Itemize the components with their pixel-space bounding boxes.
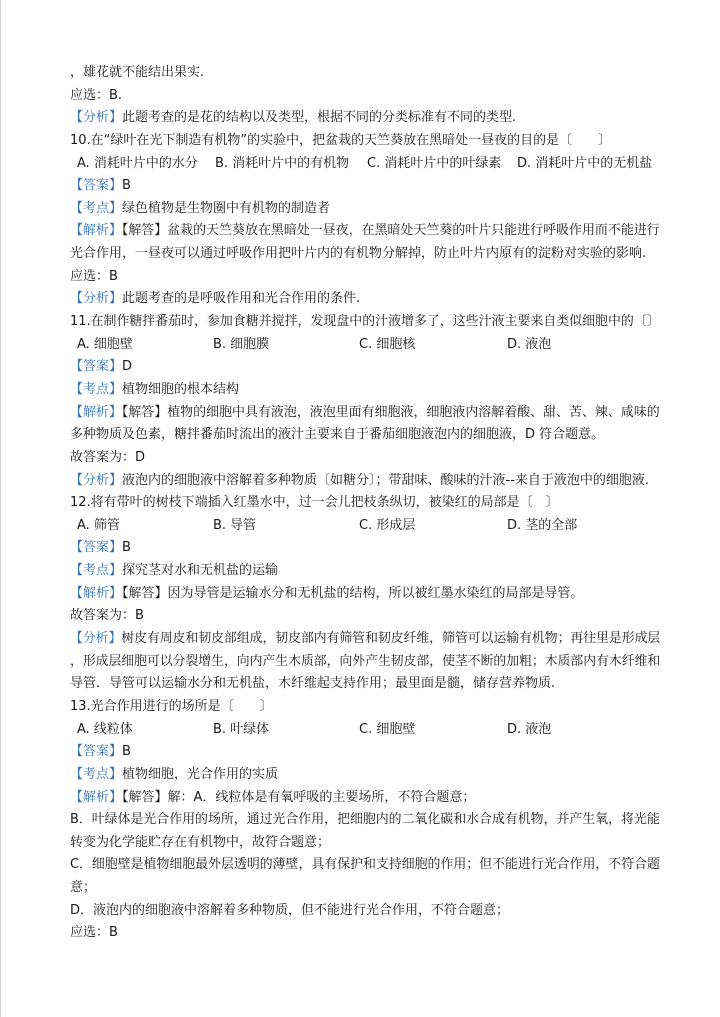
answer-line [70, 356, 660, 379]
option-a: A. 细胞壁 [77, 336, 133, 352]
answer-tag: 【答案】 [70, 744, 123, 760]
keypoint-line [70, 764, 660, 787]
keypoint-tag: 【考点】 [70, 200, 123, 216]
answer-value: B [122, 540, 131, 556]
text-line: C．细胞壁是植物细胞最外层透明的薄壁，具有保护和支持细胞的作用；但不能进行光合作用，不符合题 [70, 857, 660, 873]
option-d: D. 液泡 [507, 336, 552, 352]
question-11: 11.在制作糖拌番茄时，参加食糖并搅拌，发现盘中的汁液增多了，这些汁液主要来自类似细胞中的〔〕 [70, 314, 660, 330]
text-line: 应选：B [70, 925, 118, 941]
answer-value: B [122, 178, 131, 194]
option-a: A. 筛管 [77, 517, 120, 533]
keypoint-tag: 【考点】 [70, 563, 123, 579]
analysis-line [70, 470, 660, 493]
text-line: 应选：B [70, 268, 118, 284]
question-12: 12.将有带叶的树枝下端插入红墨水中，过一会儿把枝条纵切，被染红的局部是〔 〕 [70, 495, 559, 511]
option-b: B. 叶绿体 [213, 721, 270, 737]
text-line: 故答案为：B [70, 608, 144, 624]
option-a: A. 线粒体 [77, 721, 133, 737]
analysis-line [70, 628, 661, 651]
option-b: B. 细胞膜 [213, 336, 270, 352]
explanation-tag: 【解析】 [70, 223, 122, 239]
text-line: B．叶绿体是光合作用的场所，通过光合作用，把细胞内的二氧化碳和水合成有机物，并产生氧，将光能 [70, 812, 660, 828]
question-11-options [70, 334, 660, 357]
explanation-line [70, 220, 658, 243]
analysis-text: 此题考查的是呼吸作用和光合作用的条件. [122, 291, 361, 307]
keypoint-text: 绿色植物是生物圈中有机物的制造者 [122, 200, 331, 216]
keypoint-line [70, 560, 660, 583]
text-line: 应选：B. [70, 87, 123, 103]
option-c: C. 细胞壁 [359, 721, 416, 737]
text-line: 意； [70, 880, 97, 896]
analysis-text: 树皮有周皮和韧皮部组成，韧皮部内有筛管和韧皮纤维，筛管可以运输有机物；再往里是形成层 [121, 631, 661, 647]
option-d: D. 茎的全部 [507, 517, 578, 533]
option-c: C. 细胞核 [359, 336, 416, 352]
answer-value: B [122, 744, 131, 760]
question-13: 13.光合作用进行的场所是〔 〕 [70, 698, 273, 714]
option-d: D. 消耗叶片中的无机盐 [517, 155, 653, 171]
answer-tag: 【答案】 [70, 359, 123, 375]
analysis-text: 此题考查的是花的结构以及类型，根据不同的分类标准有不同的类型. [122, 110, 517, 126]
option-c: C. 形成层 [359, 517, 416, 533]
answer-line [70, 741, 660, 764]
analysis-tag: 【分析】 [70, 472, 123, 488]
text-line: ，雄花就不能结出果实. [70, 65, 205, 80]
keypoint-text: 探究茎对水和无机盐的运输 [122, 563, 279, 579]
text-line: D．液泡内的细胞液中溶解着多种物质，但不能进行光合作用，不符合题意； [70, 902, 510, 918]
text-line: ，形成层细胞可以分裂增生，向内产生木质部，向外产生韧皮部，使茎不断的加粗；木质部内有木纤维和 [70, 653, 661, 669]
explanation-text: 【解答】因为导管是运输水分和无机盐的结构，所以被红墨水染红的局部是导管。 [122, 585, 584, 601]
keypoint-tag: 【考点】 [70, 766, 123, 782]
explanation-text: 【解答】盆栽的天竺葵放在黑暗处一昼夜，在黑暗处天竺葵的叶片只能进行呼吸作用而不能进行 [121, 223, 660, 239]
answer-tag: 【答案】 [70, 540, 123, 556]
analysis-tag: 【分析】 [70, 631, 122, 647]
page-edge [0, 0, 1, 1017]
option-b: B. 消耗叶片中的有机物 [215, 155, 350, 171]
question-10: 10.在“绿叶在光下制造有机物”的实验中，把盆栽的天竺葵放在黑暗处一昼夜的目的是〔 〕 [70, 132, 612, 148]
answer-line [70, 537, 660, 560]
keypoint-tag: 【考点】 [70, 381, 123, 397]
analysis-tag: 【分析】 [70, 110, 123, 126]
option-d: D. 液泡 [507, 721, 552, 737]
option-c: C. 消耗叶片中的叶绿素 [367, 155, 502, 171]
question-10-options [70, 153, 660, 176]
explanation-tag: 【解析】 [70, 585, 123, 601]
text-line: 故答案为：D [70, 449, 146, 465]
option-a: A. 消耗叶片中的水分 [77, 155, 198, 171]
text-line: 转变为化学能贮存在有机物中，故符合题意； [70, 834, 331, 850]
explanation-tag: 【解析】 [70, 789, 123, 805]
explanation-tag: 【解析】 [70, 404, 122, 420]
explanation-text: 【解答】解：A．线粒体是有氧呼吸的主要场所，不符合题意； [122, 789, 476, 805]
text-line: 导管．导管可以运输水分和无机盐，木纤维起支持作用；最里面是髓，储存营养物质. [70, 676, 556, 692]
answer-value: D [122, 359, 133, 375]
answer-tag: 【答案】 [70, 178, 123, 194]
text-line: 多种物质及色素，糖拌番茄时流出的液汁主要来自于番茄细胞液泡内的细胞液，D 符合题意。 [70, 427, 605, 443]
analysis-text: 液泡内的细胞液中溶解着多种物质〔如糖分〕；带甜味、酸味的汁液--来自于液泡中的细胞液. [122, 472, 650, 488]
explanation-line [70, 787, 660, 810]
option-b: B. 导管 [213, 517, 257, 533]
analysis-tag: 【分析】 [70, 291, 123, 307]
analysis-line [70, 107, 660, 130]
keypoint-line [70, 379, 660, 402]
explanation-line [70, 583, 660, 606]
text-line: 光合作用，一昼夜可以通过呼吸作用把叶片内的有机物分解掉，防止叶片内原有的淀粉对实验的影响. [70, 246, 647, 262]
keypoint-line [70, 198, 660, 221]
question-13-options [70, 719, 660, 742]
keypoint-text: 植物细胞，光合作用的实质 [122, 766, 279, 782]
analysis-line [70, 288, 660, 311]
answer-line [70, 175, 660, 198]
keypoint-text: 植物细胞的根本结构 [122, 381, 240, 397]
document-page [70, 62, 660, 945]
question-12-options [70, 515, 660, 538]
explanation-text: 【解答】植物的细胞中具有液泡，液泡里面有细胞液，细胞液内溶解着酸、甜、苦、辣、咸味的 [121, 404, 660, 420]
explanation-line [70, 402, 658, 425]
